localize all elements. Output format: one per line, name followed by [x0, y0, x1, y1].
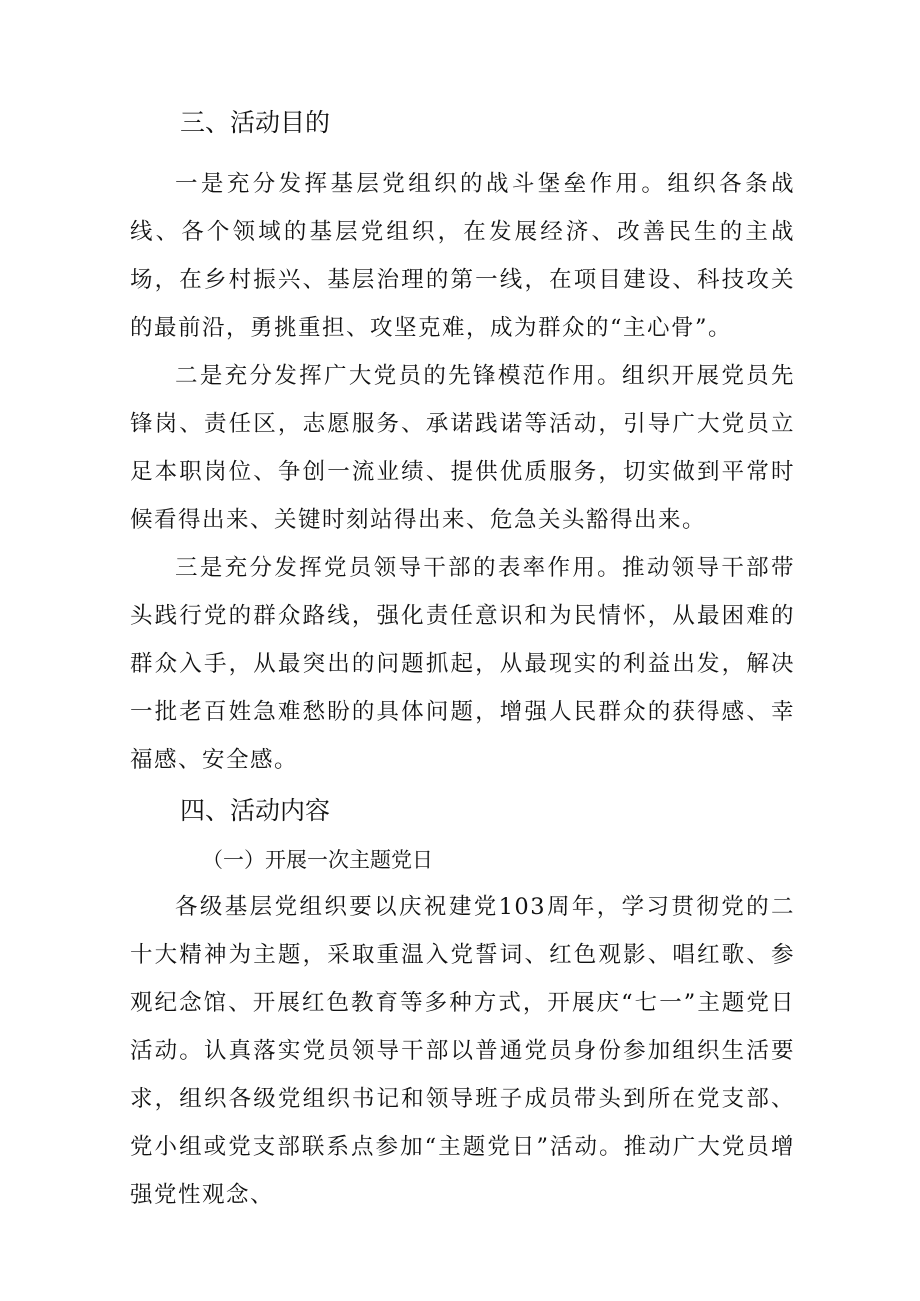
theme-day-paragraph: 各级基层党组织要以庆祝建党103周年，学习贯彻党的二十大精神为主题，采取重温入党誓词、红色观影、唱红歌、参观纪念馆、开展红色教育等多种方式，开展庆“七一”主题党日活动。认真落实党员领导干部以普通党员身份参加组织生活要求，组织各级党组织书记和领导班子成员带头到所在党支部、党小组或党支部联系点参加“主题党日”活动。推动广大党员增强党性观念、	[130, 894, 795, 1208]
objective-paragraph-2: 二是充分发挥广大党员的先锋模范作用。组织开展党员先锋岗、责任区，志愿服务、承诺践诺等活动，引导广大党员立足本职岗位、争创一流业绩、提供优质服务，切实做到平常时候看得出来、关键时刻站得出来、危急关头豁得出来。	[130, 363, 795, 533]
objective-paragraph-1: 一是充分发挥基层党组织的战斗堡垒作用。组织各条战线、各个领域的基层党组织，在发展经济、改善民生的主战场，在乡村振兴、基层治理的第一线，在项目建设、科技攻关的最前沿，勇挑重担、攻坚克难，成为群众的“主心骨”。	[130, 171, 795, 341]
subsection-heading-theme-day: （一）开展一次主题党日	[202, 848, 433, 872]
objective-paragraph-3: 三是充分发挥党员领导干部的表率作用。推动领导干部带头践行党的群众路线，强化责任意识和为民情怀，从最困难的群众入手，从最突出的问题抓起，从最现实的利益出发，解决一批老百姓急难愁盼的具体问题，增强人民群众的获得感、幸福感、安全感。	[130, 555, 795, 773]
section-heading-objectives: 三、活动目的	[180, 108, 331, 137]
section-heading-content: 四、活动内容	[180, 796, 331, 825]
